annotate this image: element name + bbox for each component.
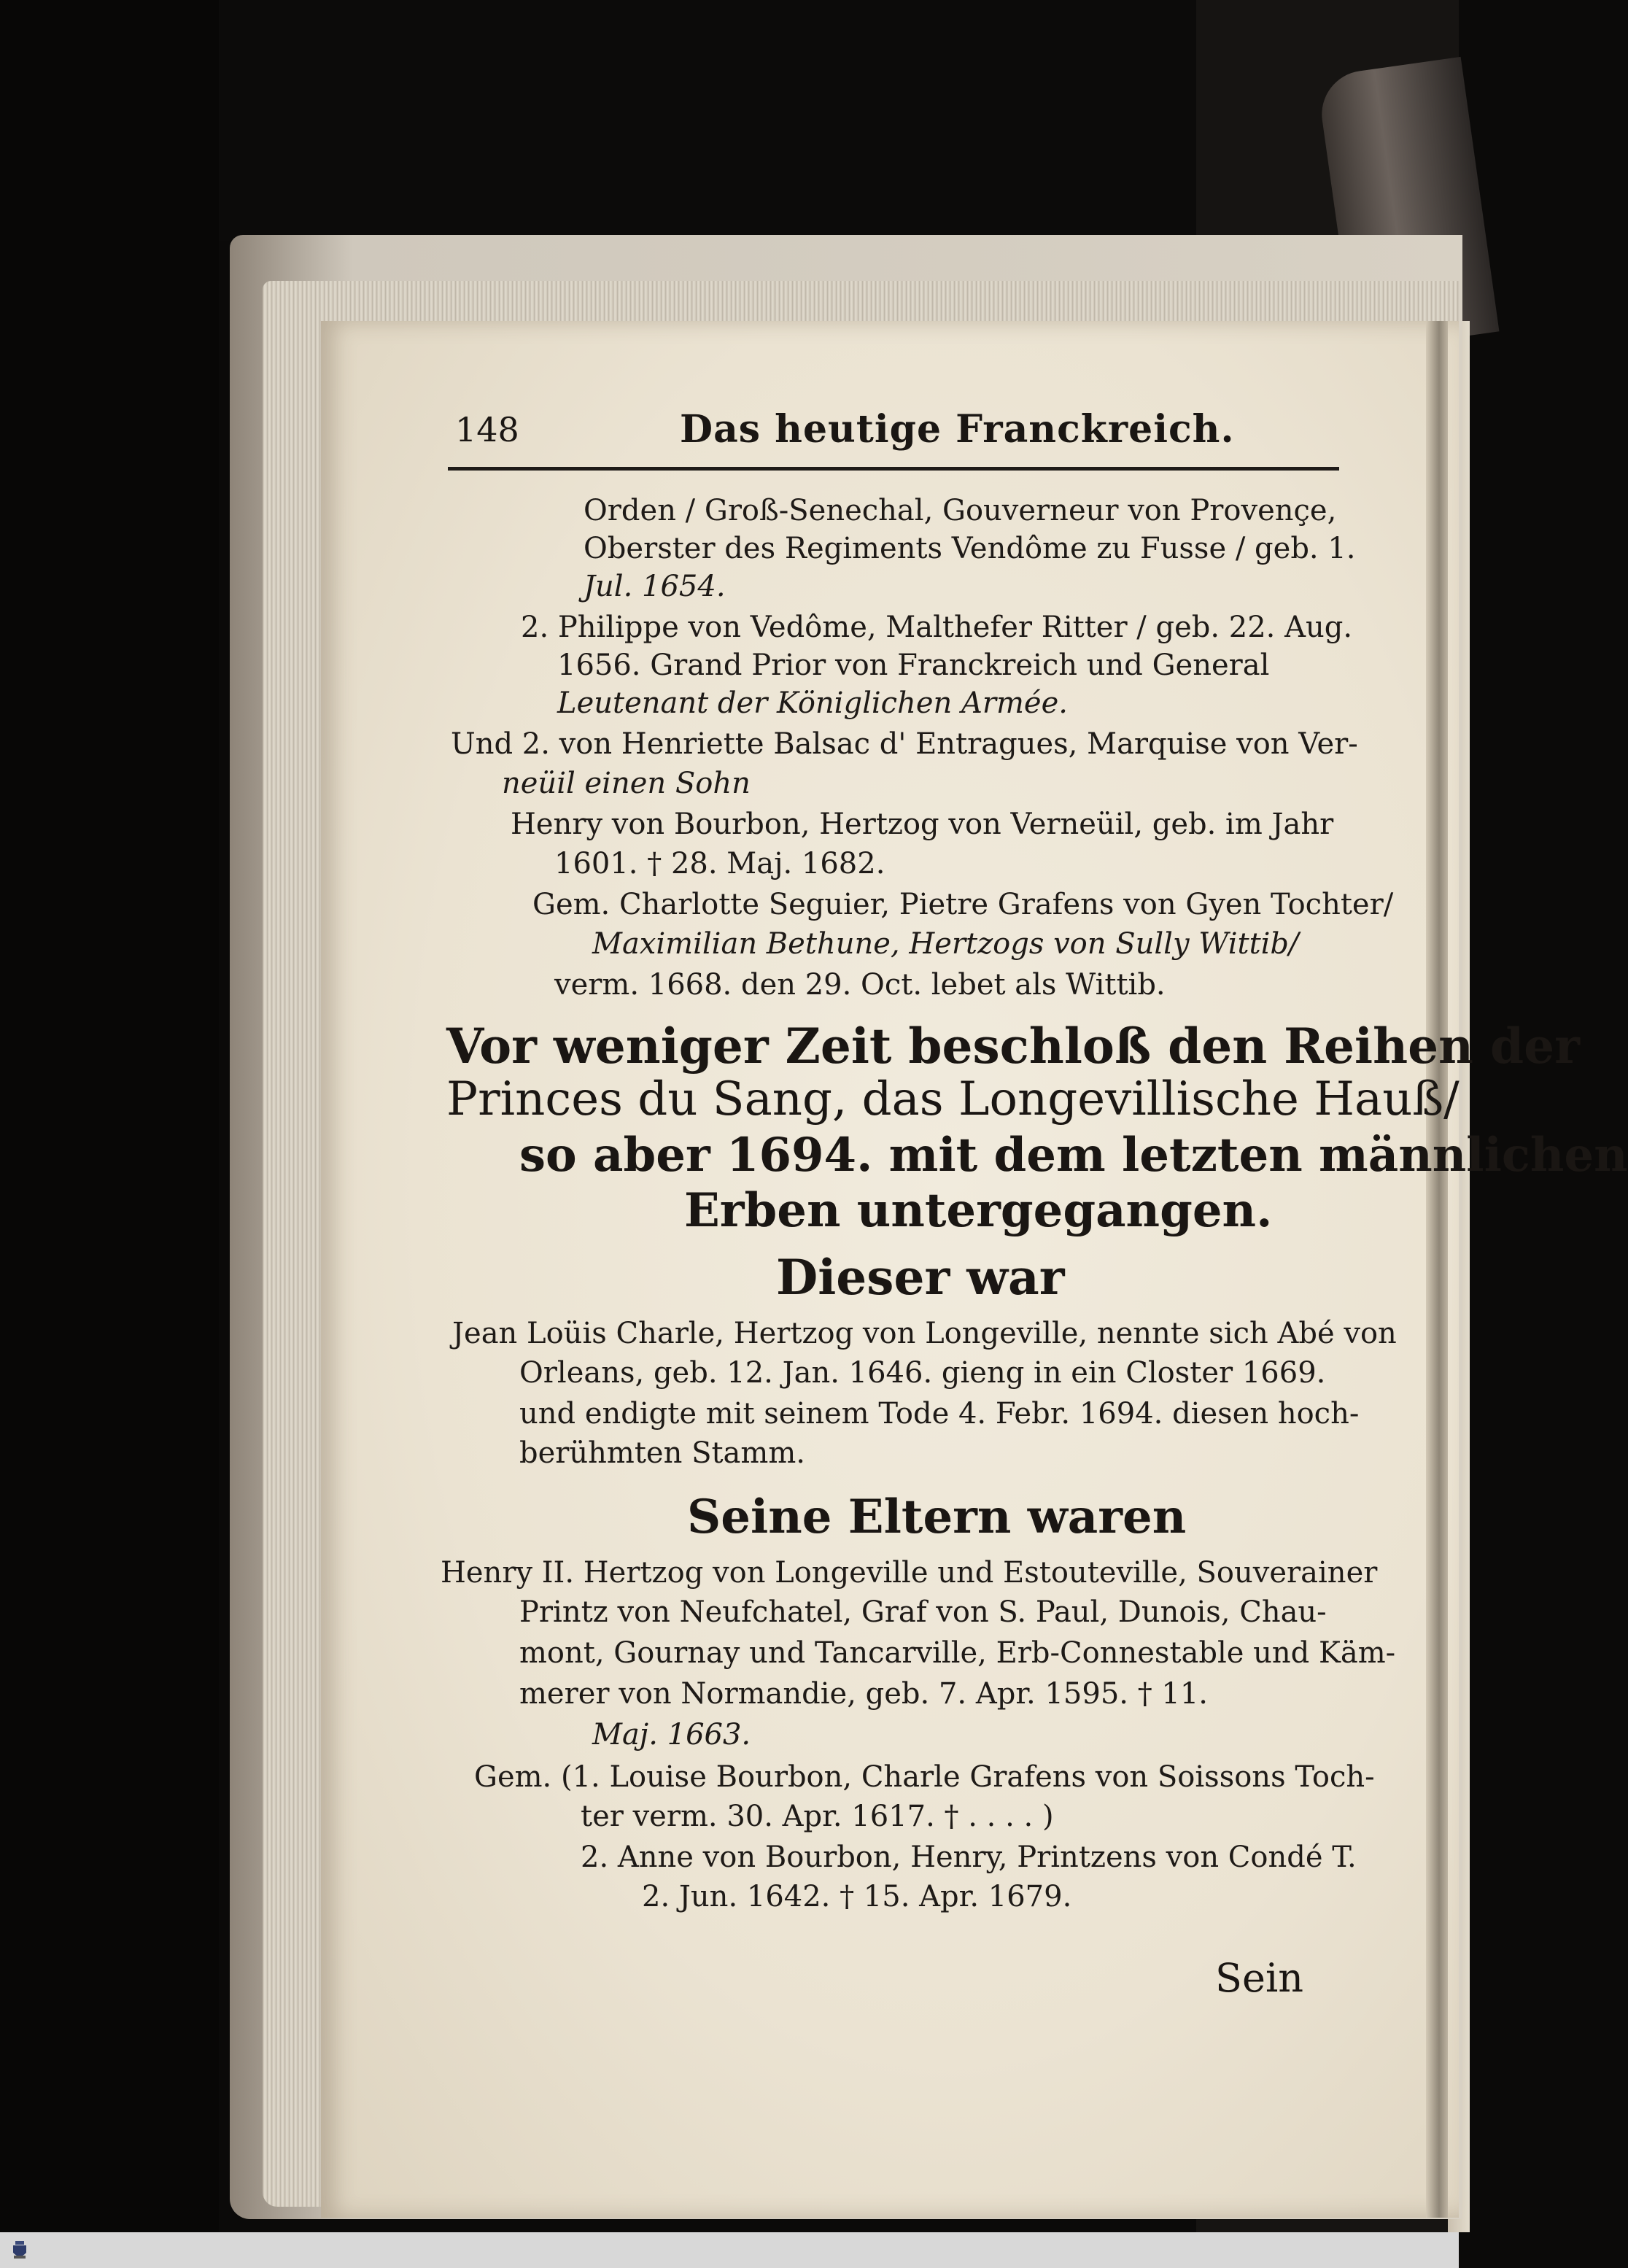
text-line: Gem. Charlotte Seguier, Pietre Grafens von Gyen Tochter/ <box>532 888 1394 921</box>
text-line: 1601. † 28. Maj. 1682. <box>554 847 885 881</box>
text-line: Henry II. Hertzog von Longeville und Estouteville, Souverainer <box>441 1556 1378 1590</box>
text-line: Oberster des Regiments Vendôme zu Fusse / geb. 1. <box>584 532 1356 565</box>
text-line: und endigte mit seinem Tode 4. Febr. 1694. diesen hoch- <box>519 1397 1360 1431</box>
text-line: Gem. (1. Louise Bourbon, Charle Grafens von Soissons Toch- <box>474 1760 1375 1794</box>
text-line: 2. Anne von Bourbon, Henry, Printzens von Condé T. <box>581 1841 1357 1874</box>
text-line: neüil einen Sohn <box>502 767 751 800</box>
text-line: 2. Jun. 1642. † 15. Apr. 1679. <box>642 1880 1072 1913</box>
subheading: Dieser war <box>776 1249 1065 1306</box>
subheading: Seine Eltern waren <box>687 1490 1187 1544</box>
text-line: Jul. 1654. <box>584 570 726 603</box>
section-heading-line: so aber 1694. mit dem letzten männlichen <box>519 1128 1628 1183</box>
text-line: 1656. Grand Prior von Franckreich und General <box>557 649 1270 682</box>
text-line: ter verm. 30. Apr. 1617. † . . . . ) <box>581 1800 1054 1833</box>
section-heading-line: Vor weniger Zeit beschloß den Reihen der <box>446 1018 1580 1075</box>
text-line: Maj. 1663. <box>592 1718 751 1752</box>
page-number: 148 <box>455 410 519 449</box>
text-line: Leutenant der Königlichen Armée. <box>557 686 1068 720</box>
book-gutter <box>1426 321 1448 2218</box>
section-heading-line: Erben untergegangen. <box>684 1183 1273 1238</box>
viewer-footer-bar <box>0 2232 1459 2268</box>
running-head: Das heutige Franckreich. <box>680 407 1235 452</box>
text-line: berühmten Stamm. <box>519 1436 805 1470</box>
text-line: Und 2. von Henriette Balsac d' Entragues, Marquise von Ver- <box>451 727 1358 761</box>
section-heading-line: Princes du Sang, das Longevillische Hauß/ <box>446 1072 1460 1126</box>
text-line: Jean Loüis Charle, Hertzog von Longeville, nennte sich Abé von <box>452 1317 1397 1350</box>
header-rule <box>448 467 1339 471</box>
text-line: Orleans, geb. 12. Jan. 1646. gieng in ein Closter 1669. <box>519 1356 1326 1390</box>
dark-background-top <box>219 0 1196 241</box>
text-line: verm. 1668. den 29. Oct. lebet als Wittib. <box>554 968 1166 1002</box>
text-line: Printz von Neufchatel, Graf von S. Paul, Dunois, Chau- <box>519 1595 1327 1629</box>
text-line: Maximilian Bethune, Hertzogs von Sully Wittib/ <box>592 927 1299 961</box>
text-line: Orden / Groß-Senechal, Gouverneur von Provençe, <box>584 494 1337 527</box>
text-line: 2. Philippe von Vedôme, Malthefer Ritter / geb. 22. Aug. <box>521 611 1353 644</box>
library-crest-icon <box>7 2238 32 2263</box>
catchword: Sein <box>1215 1955 1303 2001</box>
text-line: Henry von Bourbon, Hertzog von Verneüil, geb. im Jahr <box>511 808 1334 841</box>
text-line: mont, Gournay und Tancarville, Erb-Connestable und Käm- <box>519 1636 1396 1670</box>
text-line: merer von Normandie, geb. 7. Apr. 1595. † 11. <box>519 1677 1209 1711</box>
dark-background-left <box>0 0 219 2232</box>
